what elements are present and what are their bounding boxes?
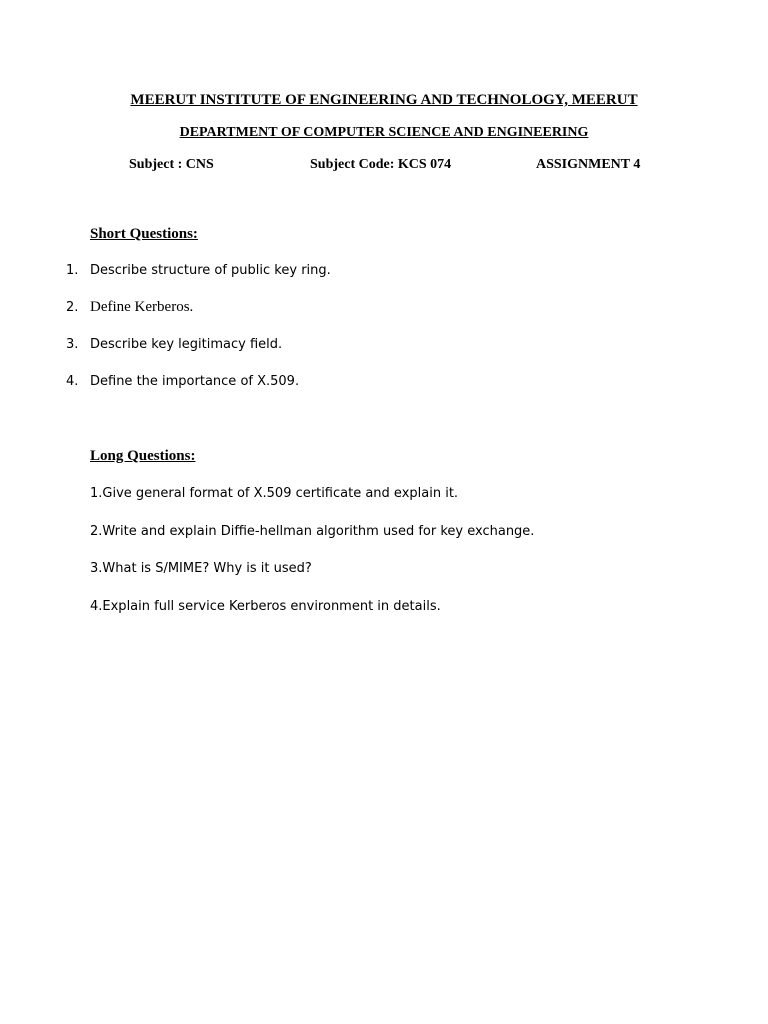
list-item-text: Describe key legitimacy field. <box>90 337 283 352</box>
long-questions-heading: Long Questions: <box>90 448 196 464</box>
list-item-number: 2. <box>66 300 79 315</box>
list-item-text: Define Kerberos. <box>90 299 194 315</box>
list-item: 4.Explain full service Kerberos environment in details. <box>90 599 441 614</box>
assignment-label: ASSIGNMENT 4 <box>536 157 641 172</box>
subject-label: Subject : CNS <box>129 157 214 172</box>
list-item-text: Describe structure of public key ring. <box>90 263 331 278</box>
list-item-number: 1. <box>66 263 79 278</box>
short-questions-heading: Short Questions: <box>90 226 198 242</box>
list-item-text: Define the importance of X.509. <box>90 374 300 389</box>
institute-title: MEERUT INSTITUTE OF ENGINEERING AND TECHNOLOGY, MEERUT <box>130 92 638 108</box>
list-item-number: 3. <box>66 337 79 352</box>
list-item: 3.What is S/MIME? Why is it used? <box>90 561 312 576</box>
list-item: 2.Write and explain Diffie-hellman algorithm used for key exchange. <box>90 524 535 539</box>
list-item-number: 4. <box>66 374 79 389</box>
subject-code-label: Subject Code: KCS 074 <box>310 157 452 172</box>
department-title: DEPARTMENT OF COMPUTER SCIENCE AND ENGINEERING <box>179 125 589 140</box>
list-item: 1.Give general format of X.509 certificate and explain it. <box>90 486 459 501</box>
